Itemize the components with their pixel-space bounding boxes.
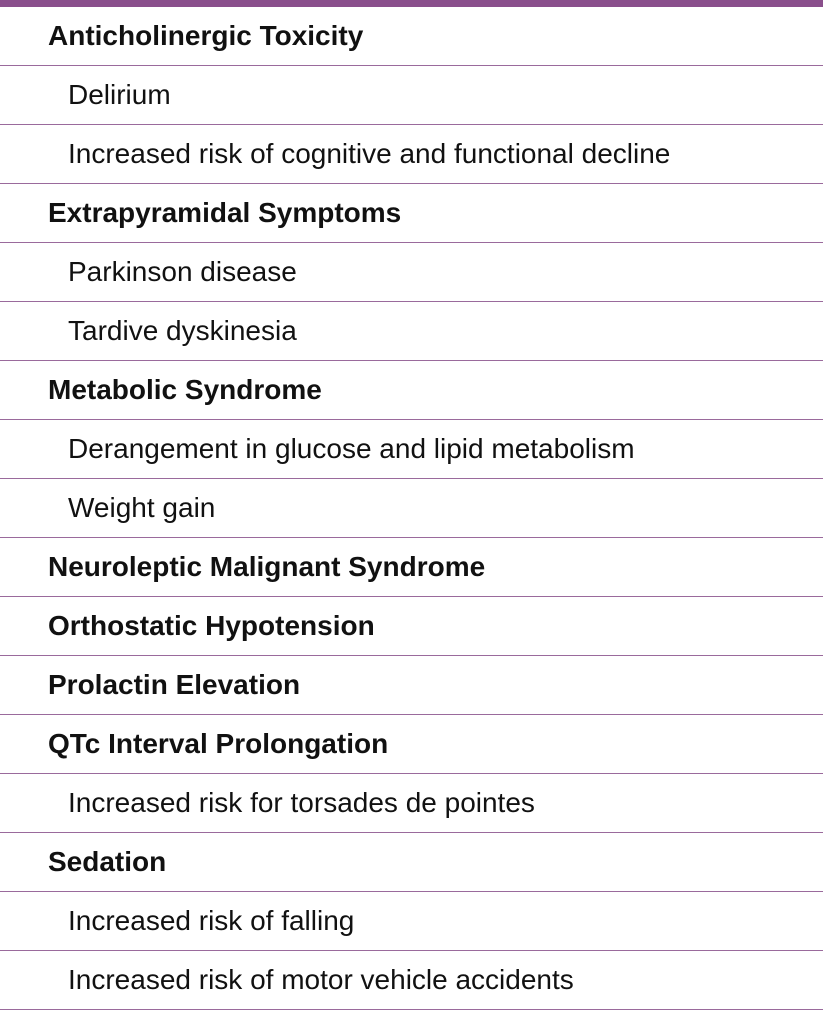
row-heading: Orthostatic Hypotension	[0, 597, 823, 656]
row-item: Increased risk of cognitive and functional decline	[0, 125, 823, 184]
row-item: Increased risk of motor vehicle accidents	[0, 951, 823, 1010]
row-item: Delirium	[0, 66, 823, 125]
row-item: Increased risk of falling	[0, 892, 823, 951]
row-item: Increased risk for torsades de pointes	[0, 774, 823, 833]
row-heading: Sedation	[0, 833, 823, 892]
table-rows	[0, 7, 823, 1010]
row-heading: Metabolic Syndrome	[0, 361, 823, 420]
row-item: Derangement in glucose and lipid metabolism	[0, 420, 823, 479]
table-top-bar	[0, 0, 823, 7]
row-heading: Neuroleptic Malignant Syndrome	[0, 538, 823, 597]
row-heading: Anticholinergic Toxicity	[0, 7, 823, 66]
row-item: Tardive dyskinesia	[0, 302, 823, 361]
row-item: Weight gain	[0, 479, 823, 538]
row-item: Parkinson disease	[0, 243, 823, 302]
row-heading: Prolactin Elevation	[0, 656, 823, 715]
row-heading: Extrapyramidal Symptoms	[0, 184, 823, 243]
row-heading: QTc Interval Prolongation	[0, 715, 823, 774]
